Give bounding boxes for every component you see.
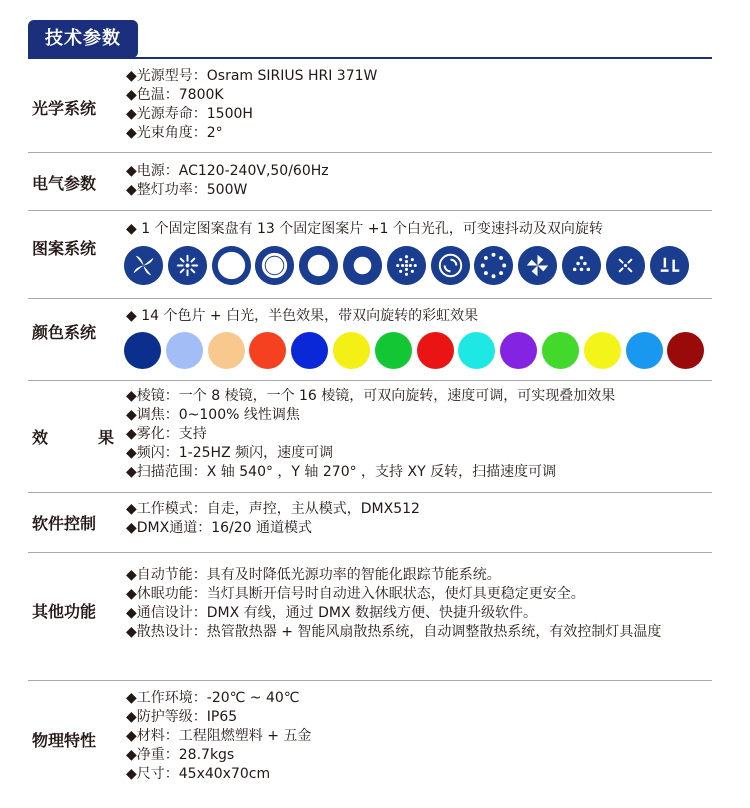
spec-line: ◆整灯功率：500W: [126, 182, 248, 198]
spec-line: ◆休眠功能：当灯具断开信号时自动进入休眠状态，使灯具更稳定更安全。: [126, 586, 585, 602]
spec-line: ◆防护等级：IP65: [126, 709, 238, 725]
color-swatch: [417, 332, 454, 369]
section-physical: [28, 686, 712, 792]
section-color: [28, 304, 712, 376]
gobo-triangle-dots-icon: [562, 246, 601, 285]
spec-line: ◆通信设计：DMX 有线，通过 DMX 数据线方便、快捷升级软件。: [126, 605, 538, 621]
spec-line: ◆ 1 个固定图案盘有 13 个固定图案片 +1 个白光孔，可变速抖动及双向旋转: [126, 221, 603, 237]
spec-line: ◆光源型号：Osram SIRIUS HRI 371W: [126, 68, 378, 84]
section-lines: [126, 566, 712, 642]
section-label: 软件控制: [32, 513, 97, 533]
spec-line: ◆自动节能：具有及时降低光源功率的智能化跟踪节能系统。: [126, 567, 501, 583]
spec-line: ◆散热设计：热管散热器 + 智能风扇散热系统，自动调整散热系统，有效控制灯具温度: [126, 624, 662, 640]
color-swatch: [333, 332, 370, 369]
section-label: 颜色系统: [32, 322, 97, 342]
section-divider: [28, 152, 712, 153]
spec-title: 技术参数: [45, 28, 121, 49]
gobo-swirl-icon: [124, 246, 163, 285]
color-swatch: [458, 332, 495, 369]
spec-line: ◆电源：AC120-240V,50/60Hz: [126, 163, 329, 179]
section-lines: [126, 67, 712, 143]
color-swatch: [166, 332, 203, 369]
section-gobo: [28, 216, 712, 294]
spec-line: ◆棱镜：一个 8 棱镜，一个 16 棱镜，可双向旋转，速度可调，可实现叠加效果: [126, 388, 616, 404]
section-divider: [28, 552, 712, 553]
gobo-row: [124, 246, 689, 285]
gobo-spiral-icon: [431, 246, 470, 285]
section-electrical: [28, 156, 712, 208]
section-label-right: 果: [97, 427, 114, 447]
spec-line: ◆尺寸：45x40x70cm: [126, 766, 271, 782]
section-lines: [126, 162, 712, 200]
section-label-left: 效: [32, 427, 49, 447]
gobo-cross-dots-icon: [606, 246, 645, 285]
gobo-open-ring-icon: [212, 246, 251, 285]
spec-line: ◆雾化：支持: [126, 426, 207, 442]
color-swatch: [208, 332, 245, 369]
spec-line: ◆工作模式：自走，声控，主从模式，DMX512: [126, 501, 420, 517]
title-rule: [28, 57, 712, 59]
spec-line: ◆材料：工程阻燃塑料 + 五金: [126, 728, 312, 744]
section-software: [28, 496, 712, 548]
spec-line: ◆扫描范围：X 轴 540° ，Y 轴 270° ，支持 XY 反转，扫描速度可调: [126, 464, 557, 480]
color-swatch: [542, 332, 579, 369]
color-swatch: [375, 332, 412, 369]
spec-line: ◆净重：28.7kgs: [126, 747, 235, 763]
color-swatch-row: [124, 332, 704, 369]
color-swatch: [667, 332, 704, 369]
gobo-thick-ring-icon: [255, 246, 294, 285]
spec-line: ◆DMX通道：16/20 通道模式: [126, 520, 313, 536]
section-lines: [126, 307, 712, 326]
section-divider: [28, 210, 712, 211]
color-swatch: [291, 332, 328, 369]
section-divider: [28, 492, 712, 493]
color-swatch: [626, 332, 663, 369]
color-swatch: [500, 332, 537, 369]
section-label: [28, 386, 120, 486]
section-label: 图案系统: [32, 238, 97, 258]
spec-line: ◆光源寿命：1500H: [126, 106, 253, 122]
spec-title-tab: [28, 20, 138, 58]
section-other: [28, 560, 712, 670]
spec-line: ◆频闪：1-25HZ 频闪，速度可调: [126, 445, 334, 461]
section-lines: [126, 387, 712, 482]
spec-line: ◆ 14 个色片 + 白光，半色效果，带双向旋转的彩虹效果: [126, 308, 479, 324]
gobo-dot-ring-icon: [474, 246, 513, 285]
gobo-starburst-icon: [168, 246, 207, 285]
section-divider: [28, 298, 712, 299]
color-swatch: [124, 332, 161, 369]
gobo-medium-ring-icon: [299, 246, 338, 285]
section-label: 电气参数: [32, 173, 97, 193]
gobo-pinwheel-icon: [518, 246, 557, 285]
color-swatch: [584, 332, 621, 369]
section-label: 物理特性: [32, 730, 97, 750]
spec-line: ◆光束角度：2°: [126, 125, 223, 141]
color-swatch: [249, 332, 286, 369]
section-effects: [28, 386, 712, 486]
spec-line: ◆色温：7800K: [126, 87, 224, 103]
section-divider: [28, 680, 712, 681]
gobo-small-dot-icon: [343, 246, 382, 285]
section-divider: [28, 380, 712, 381]
section-lines: [126, 220, 712, 239]
spec-line: ◆工作环境：-20℃ ~ 40℃: [126, 690, 300, 706]
section-optical: [28, 64, 712, 150]
section-label: 其他功能: [32, 601, 97, 621]
section-lines: [126, 500, 712, 538]
section-label: 光学系统: [32, 98, 97, 118]
gobo-dot-cluster-icon: [387, 246, 426, 285]
spec-line: ◆调焦：0~100% 线性调焦: [126, 407, 300, 423]
section-lines: [126, 689, 712, 784]
gobo-corner-bars-icon: [650, 246, 689, 285]
